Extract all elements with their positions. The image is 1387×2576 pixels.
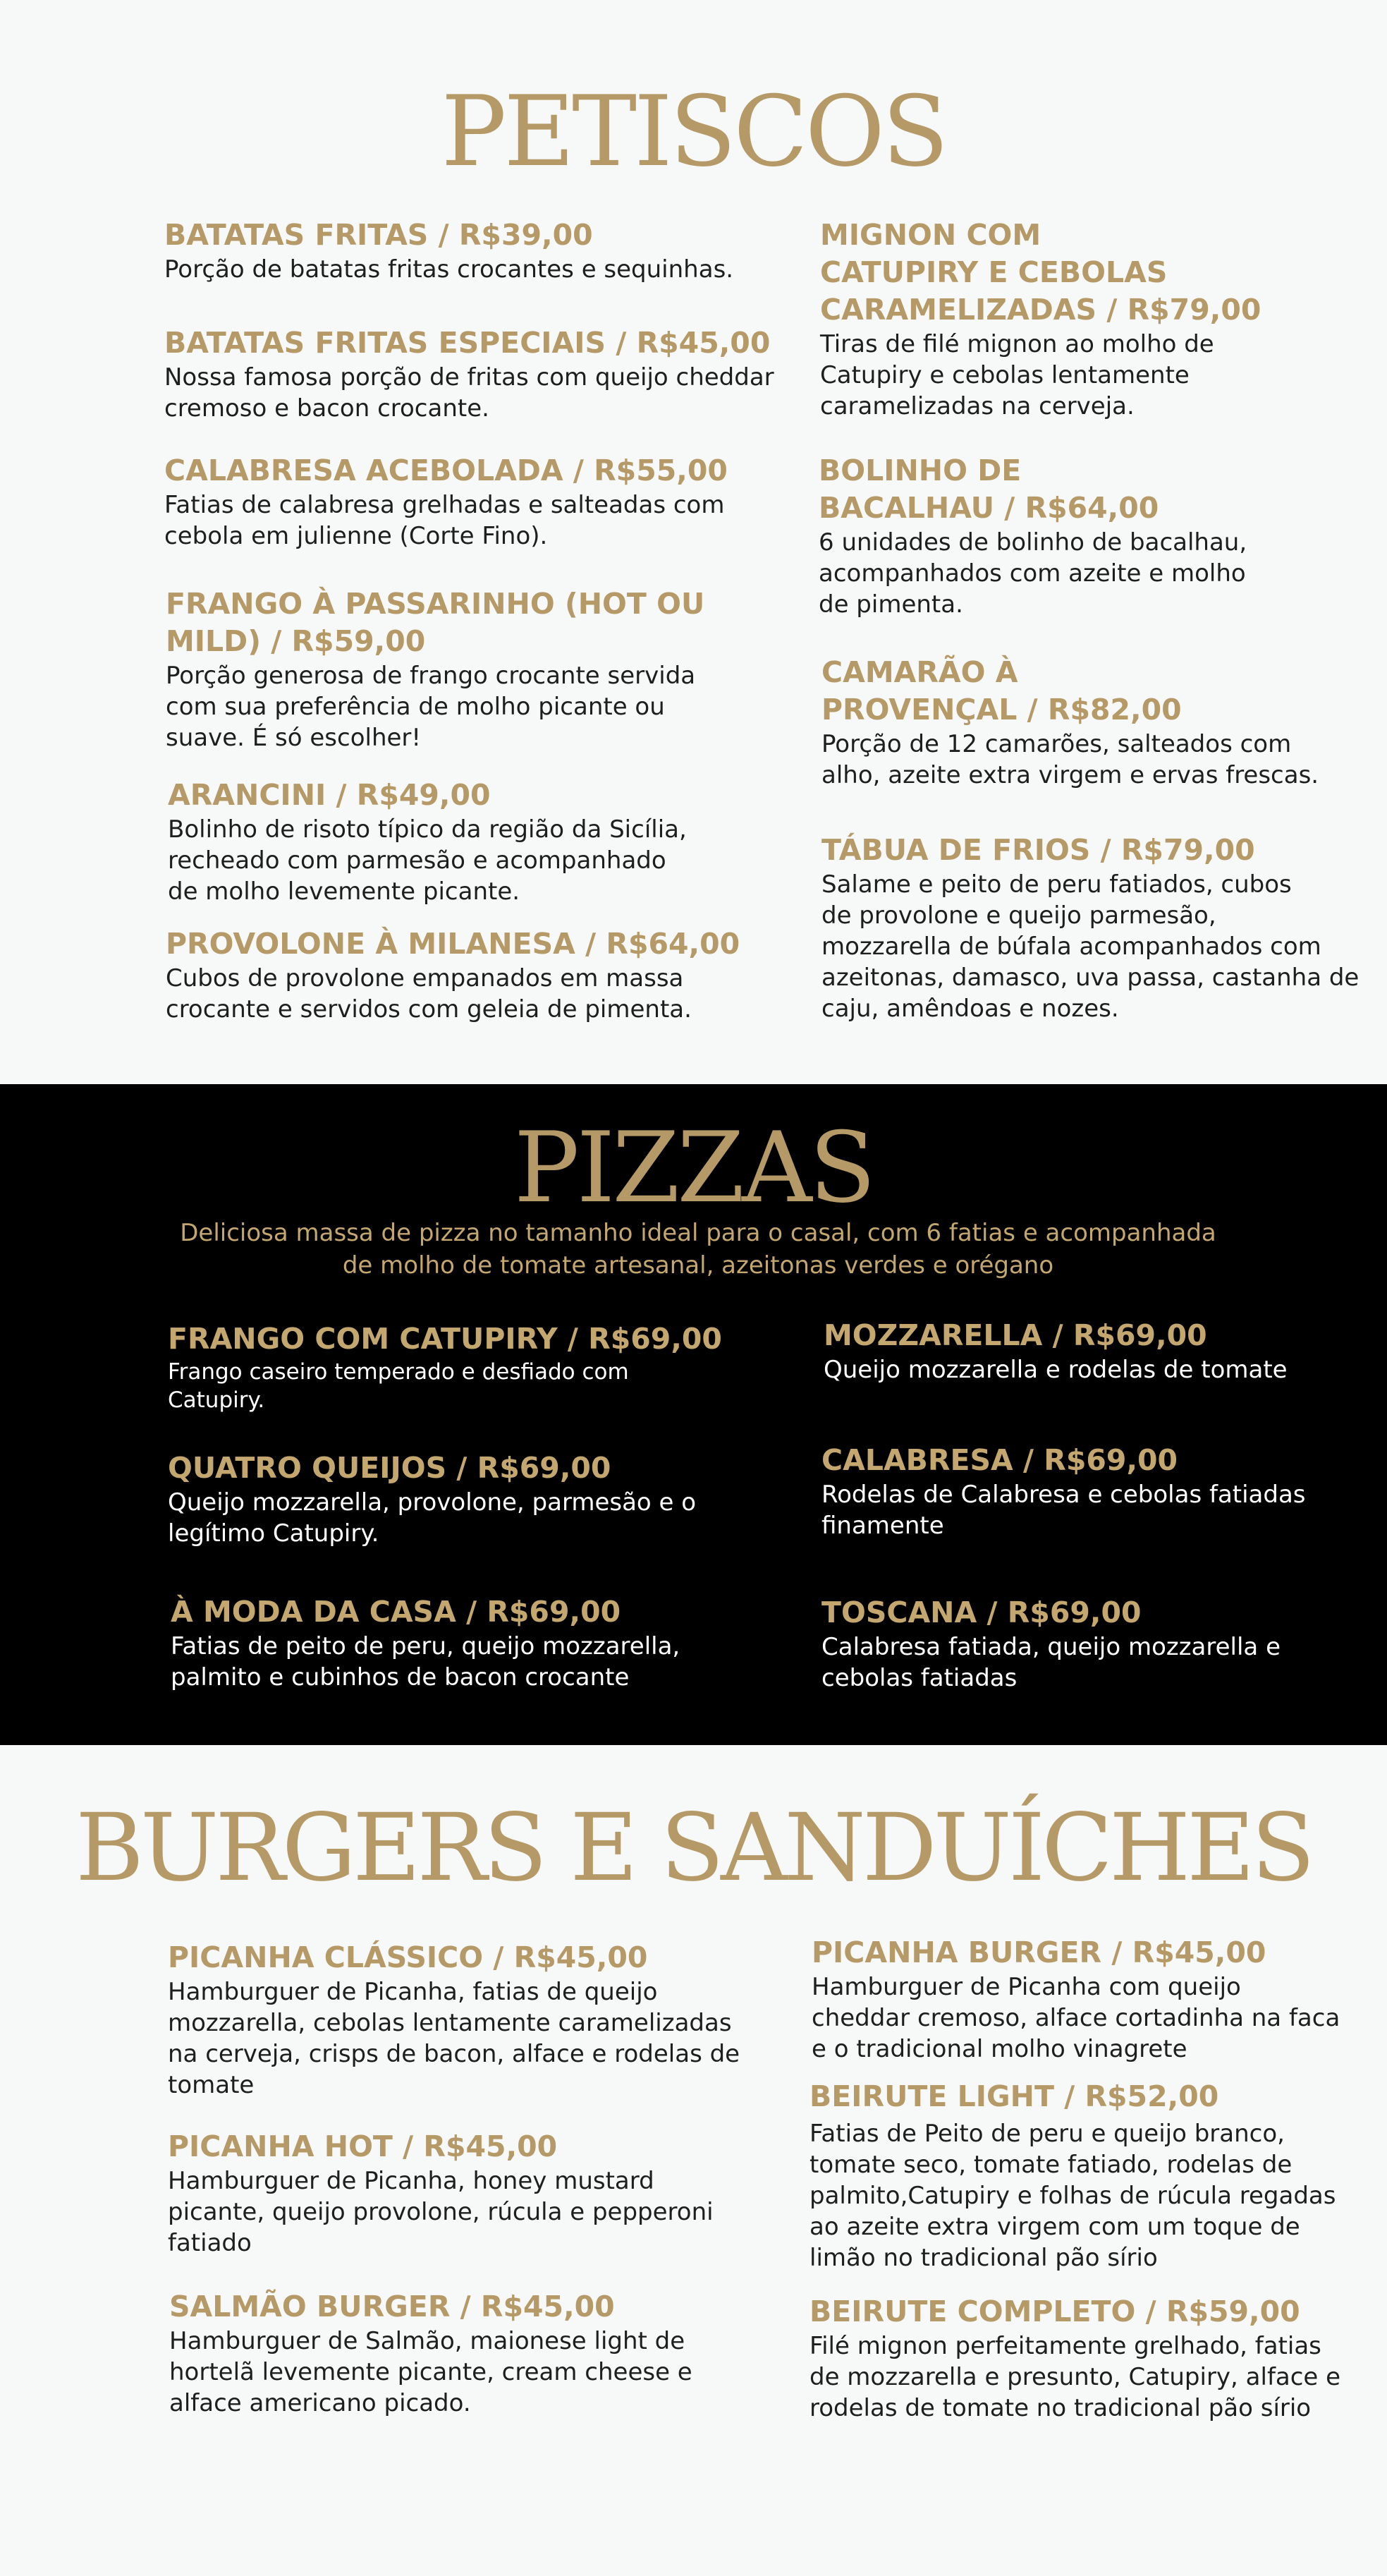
menu-item xyxy=(168,1939,802,2101)
item-title: ARANCINI / R$49,00 xyxy=(168,778,491,812)
item-description: Fatias de Peito de peru e queijo branco, tomate seco, tomate fatiado, rodelas de palmito,Catupiry e folhas de rúcula regadas ao azeite extra virgem com um toque de limão no tradicional pão sírio xyxy=(809,2120,1336,2272)
item-description: Frango caseiro temperado e desfiado com Catupiry. xyxy=(168,1359,629,1413)
menu-item xyxy=(171,1593,805,1693)
item-description: Hamburguer de Picanha, fatias de queijo mozzarella, cebolas lentamente caramelizadas na cerveja, crisps de bacon, alface e rodelas de tomate xyxy=(168,1978,740,2099)
item-description: Calabresa fatiada, queijo mozzarella e cebolas fatiadas xyxy=(821,1633,1281,1692)
item-title: MIGNON COM CATUPIRY E CEBOLAS CARAMELIZADAS / R$79,00 xyxy=(820,218,1261,327)
item-title: PICANHA BURGER / R$45,00 xyxy=(812,1936,1266,1969)
item-title: PICANHA HOT / R$45,00 xyxy=(168,2130,558,2163)
menu-item xyxy=(164,217,799,285)
burgers-heading: BURGERS E SANDUÍCHES xyxy=(75,1794,1312,1902)
pizzas-section xyxy=(0,1084,1387,1745)
item-description: Filé mignon perfeitamente grelhado, fatias de mozzarella e presunto, Catupiry, alface e rodelas de tomate no tradicional pão sírio xyxy=(809,2332,1341,2422)
item-title: PROVOLONE À MILANESA / R$64,00 xyxy=(166,927,740,961)
petiscos-heading: PETISCOS xyxy=(441,75,946,188)
item-description: Queijo mozzarella e rodelas de tomate xyxy=(824,1356,1288,1384)
menu-item xyxy=(168,777,802,907)
menu-item xyxy=(821,654,1379,791)
menu-item xyxy=(164,324,799,424)
menu-item xyxy=(821,832,1379,1024)
item-title: BATATAS FRITAS / R$39,00 xyxy=(164,218,593,252)
menu-item xyxy=(169,2288,804,2419)
item-title: CAMARÃO À PROVENÇAL / R$82,00 xyxy=(821,655,1182,727)
menu-item xyxy=(821,1594,1379,1694)
menu-item xyxy=(166,925,800,1025)
item-title: TOSCANA / R$69,00 xyxy=(821,1596,1142,1629)
item-title: PICANHA CLÁSSICO / R$45,00 xyxy=(168,1940,648,1974)
pizzas-subtitle: Deliciosa massa de pizza no tamanho ideal para o casal, com 6 fatias e acompanhada de molho de tomate artesanal, azeitonas verdes e orégano xyxy=(180,1219,1216,1280)
item-description: Hamburguer de Picanha com queijo cheddar cremoso, alface cortadinha na faca e o tradicional molho vinagrete xyxy=(812,1973,1340,2063)
item-description: 6 unidades de bolinho de bacalhau, acompanhados com azeite e molho de pimenta. xyxy=(819,528,1247,619)
item-title: À MODA DA CASA / R$69,00 xyxy=(171,1595,621,1629)
item-title: SALMÃO BURGER / R$45,00 xyxy=(169,2290,615,2323)
item-title: BEIRUTE LIGHT / R$52,00 xyxy=(809,2079,1219,2113)
item-title: BOLINHO DE BACALHAU / R$64,00 xyxy=(819,454,1159,525)
item-title: FRANGO À PASSARINHO (HOT OU MILD) / R$59,00 xyxy=(166,587,705,658)
item-title: MOZZARELLA / R$69,00 xyxy=(824,1318,1207,1352)
menu-item xyxy=(821,1442,1379,1541)
menu-item xyxy=(809,2078,1377,2273)
item-title: CALABRESA / R$69,00 xyxy=(821,1443,1178,1477)
item-description: Hamburguer de Picanha, honey mustard picante, queijo provolone, rúcula e pepperoni fatiado xyxy=(168,2167,714,2257)
menu-item xyxy=(168,1450,802,1549)
item-title: FRANGO COM CATUPIRY / R$69,00 xyxy=(168,1322,722,1356)
item-title: QUATRO QUEIJOS / R$69,00 xyxy=(168,1451,611,1485)
menu-item xyxy=(820,217,1377,422)
item-title: TÁBUA DE FRIOS / R$79,00 xyxy=(821,833,1255,867)
item-description: Rodelas de Calabresa e cebolas fatiadas finamente xyxy=(821,1481,1306,1540)
item-description: Cubos de provolone empanados em massa crocante e servidos com geleia de pimenta. xyxy=(166,964,692,1023)
menu-item xyxy=(809,2293,1377,2424)
menu-item xyxy=(166,585,800,753)
menu-item xyxy=(164,452,799,552)
item-description: Salame e peito de peru fatiados, cubos de provolone e queijo parmesão, mozzarella de búfala acompanhados com azeitonas, damasco, uva passa, castanha de caju, amêndoas e nozes. xyxy=(821,870,1359,1023)
menu-item xyxy=(168,2128,802,2259)
menu-item xyxy=(168,1320,802,1414)
item-title: BEIRUTE COMPLETO / R$59,00 xyxy=(809,2295,1300,2328)
item-description: Queijo mozzarella, provolone, parmesão e o legítimo Catupiry. xyxy=(168,1488,697,1548)
item-description: Tiras de filé mignon ao molho de Catupiry e cebolas lentamente caramelizadas na cerveja. xyxy=(820,330,1214,420)
item-title: BATATAS FRITAS ESPECIAIS / R$45,00 xyxy=(164,326,771,360)
item-description: Porção generosa de frango crocante servida com sua preferência de molho picante ou suave. É só escolher! xyxy=(166,662,696,752)
item-description: Bolinho de risoto típico da região da Sicília, recheado com parmesão e acompanhado de molho levemente picante. xyxy=(168,815,687,906)
menu-item xyxy=(824,1317,1381,1385)
pizzas-heading: PIZZAS xyxy=(513,1111,874,1225)
item-description: Hamburguer de Salmão, maionese light de hortelã levemente picante, cream cheese e alface americano picado. xyxy=(169,2327,692,2417)
item-description: Fatias de calabresa grelhadas e salteadas com cebola em julienne (Corte Fino). xyxy=(164,491,725,550)
item-title: CALABRESA ACEBOLADA / R$55,00 xyxy=(164,454,728,487)
menu-item xyxy=(812,1934,1379,2065)
item-description: Porção de batatas fritas crocantes e sequinhas. xyxy=(164,255,734,284)
item-description: Fatias de peito de peru, queijo mozzarella, palmito e cubinhos de bacon crocante xyxy=(171,1632,680,1691)
item-description: Nossa famosa porção de fritas com queijo cheddar cremoso e bacon crocante. xyxy=(164,363,774,423)
item-description: Porção de 12 camarões, salteados com alho, azeite extra virgem e ervas frescas. xyxy=(821,730,1319,789)
petiscos-section xyxy=(0,0,1387,1084)
menu-item xyxy=(819,452,1376,620)
burgers-section xyxy=(0,1745,1387,2576)
